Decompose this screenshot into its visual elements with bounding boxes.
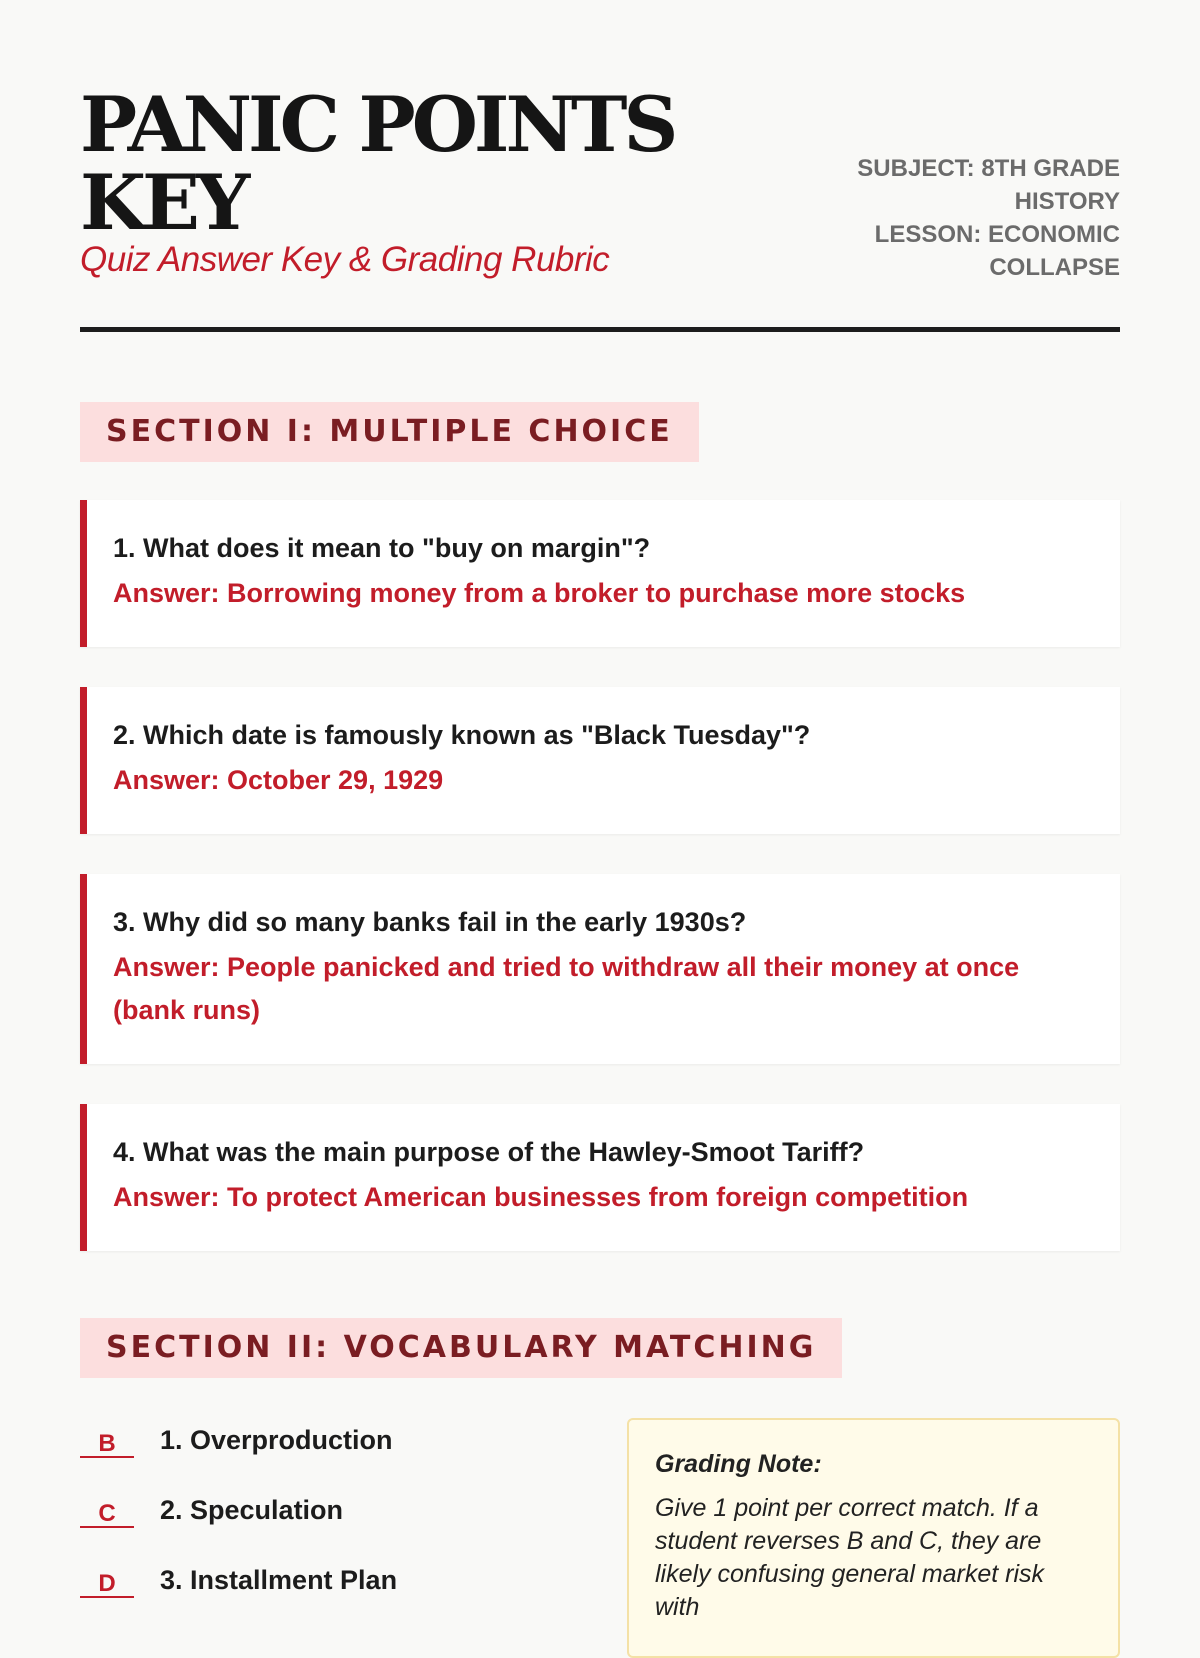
- match-term: 2. Speculation: [160, 1495, 344, 1525]
- question-card: [80, 874, 1120, 1064]
- match-term: 1. Overproduction: [160, 1425, 393, 1455]
- grading-note: [627, 1418, 1120, 1658]
- match-item: [80, 1490, 640, 1540]
- section-vocabulary-heading: SECTION II: VOCABULARY MATCHING: [80, 1318, 842, 1378]
- lesson-label: LESSON: ECONOMIC COLLAPSE: [874, 221, 1120, 281]
- question-text: 1. What does it mean to "buy on margin"?: [113, 533, 651, 563]
- question-card: [80, 687, 1120, 834]
- match-item: [80, 1420, 640, 1470]
- section-multiple-choice-heading: SECTION I: MULTIPLE CHOICE: [80, 402, 699, 462]
- match-answer-blank: D: [80, 1566, 134, 1598]
- answer-key-page: [80, 0, 1120, 1621]
- answer-text: Answer: Borrowing money from a broker to purchase more stocks: [113, 578, 966, 608]
- question-text: 4. What was the main purpose of the Hawley-Smoot Tariff?: [113, 1137, 865, 1167]
- answer-text: Answer: To protect American businesses from foreign competition: [113, 1182, 969, 1212]
- lesson-meta: [830, 152, 1120, 284]
- match-item: [80, 1560, 640, 1610]
- question-card: [80, 500, 1120, 647]
- grading-note-title: Grading Note:: [655, 1450, 822, 1478]
- header-divider: [80, 327, 1120, 332]
- match-term: 3. Installment Plan: [160, 1565, 398, 1595]
- page-header: [80, 0, 1120, 336]
- answer-text: Answer: October 29, 1929: [113, 765, 444, 795]
- grading-note-body: Give 1 point per correct match. If a student reverses B and C, they are likely confusing general market risk with: [655, 1494, 1045, 1621]
- question-text: 2. Which date is famously known as "Black Tuesday"?: [113, 720, 811, 750]
- question-card: [80, 1104, 1120, 1251]
- match-answer-blank: C: [80, 1496, 134, 1528]
- question-text: 3. Why did so many banks fail in the early 1930s?: [113, 907, 747, 937]
- match-answer-blank: B: [80, 1426, 134, 1458]
- answer-text: Answer: People panicked and tried to withdraw all their money at once (bank runs): [113, 952, 1020, 1025]
- page-title: PANIC POINTS KEY: [80, 80, 675, 247]
- page-subtitle: Quiz Answer Key & Grading Rubric: [80, 240, 610, 279]
- subject-label: SUBJECT: 8TH GRADE HISTORY: [857, 155, 1120, 215]
